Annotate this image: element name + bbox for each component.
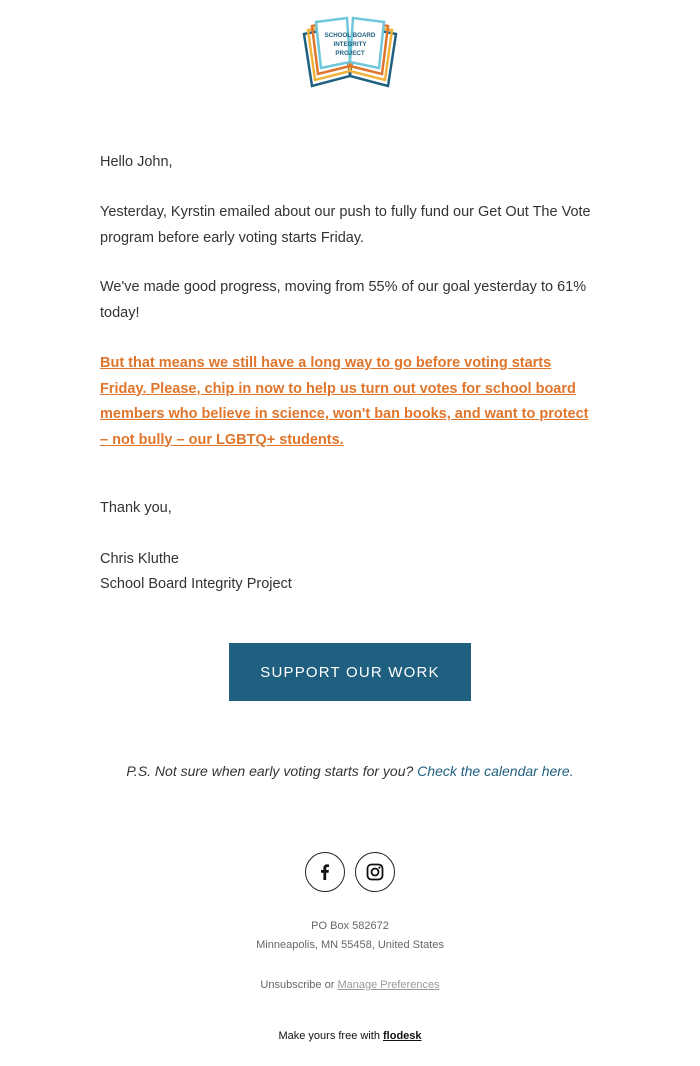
unsubscribe-row [0,979,700,991]
made-with-row [0,1030,700,1042]
donation-link[interactable]: But that means we still have a long way to go before voting starts Friday. Please, chip in now to help us turn out votes for school board members who believe in science, won't ban books, and want to protect – not bully – our LGBTQ+ students. [100,355,589,448]
manage-preferences-link[interactable]: Manage Preferences [337,979,440,991]
paragraph-1: Yesterday, Kyrstin emailed about our push to fully fund our Get Out The Vote program before early voting starts Friday. [100,204,591,246]
school-board-integrity-logo [300,16,400,88]
svg-text:INTEGRITY: INTEGRITY [333,41,367,48]
ps-note [0,763,700,779]
closing: Thank you, [100,500,172,516]
address-line-1: PO Box 582672 [311,920,389,932]
unsubscribe-link[interactable]: Unsubscribe [260,979,322,991]
made-with-text: Make yours free with [278,1030,380,1042]
calendar-link[interactable]: Check the calendar here. [417,763,574,779]
or-text: or [324,979,335,991]
signature-org: School Board Integrity Project [100,576,292,592]
greeting: Hello John, [100,154,173,170]
support-our-work-button[interactable]: SUPPORT OUR WORK [229,643,471,701]
ps-text: P.S. Not sure when early voting starts for you? [126,763,414,779]
svg-text:SCHOOL BOARD: SCHOOL BOARD [324,32,376,39]
svg-text:PROJECT: PROJECT [335,50,365,57]
facebook-icon[interactable] [305,852,345,892]
paragraph-2: We've made good progress, moving from 55% of our goal yesterday to 61% today! [100,279,587,321]
flodesk-link[interactable]: flodesk [383,1030,422,1042]
signature-name: Chris Kluthe [100,551,179,567]
address-line-2: Minneapolis, MN 55458, United States [256,939,444,951]
instagram-icon[interactable] [355,852,395,892]
